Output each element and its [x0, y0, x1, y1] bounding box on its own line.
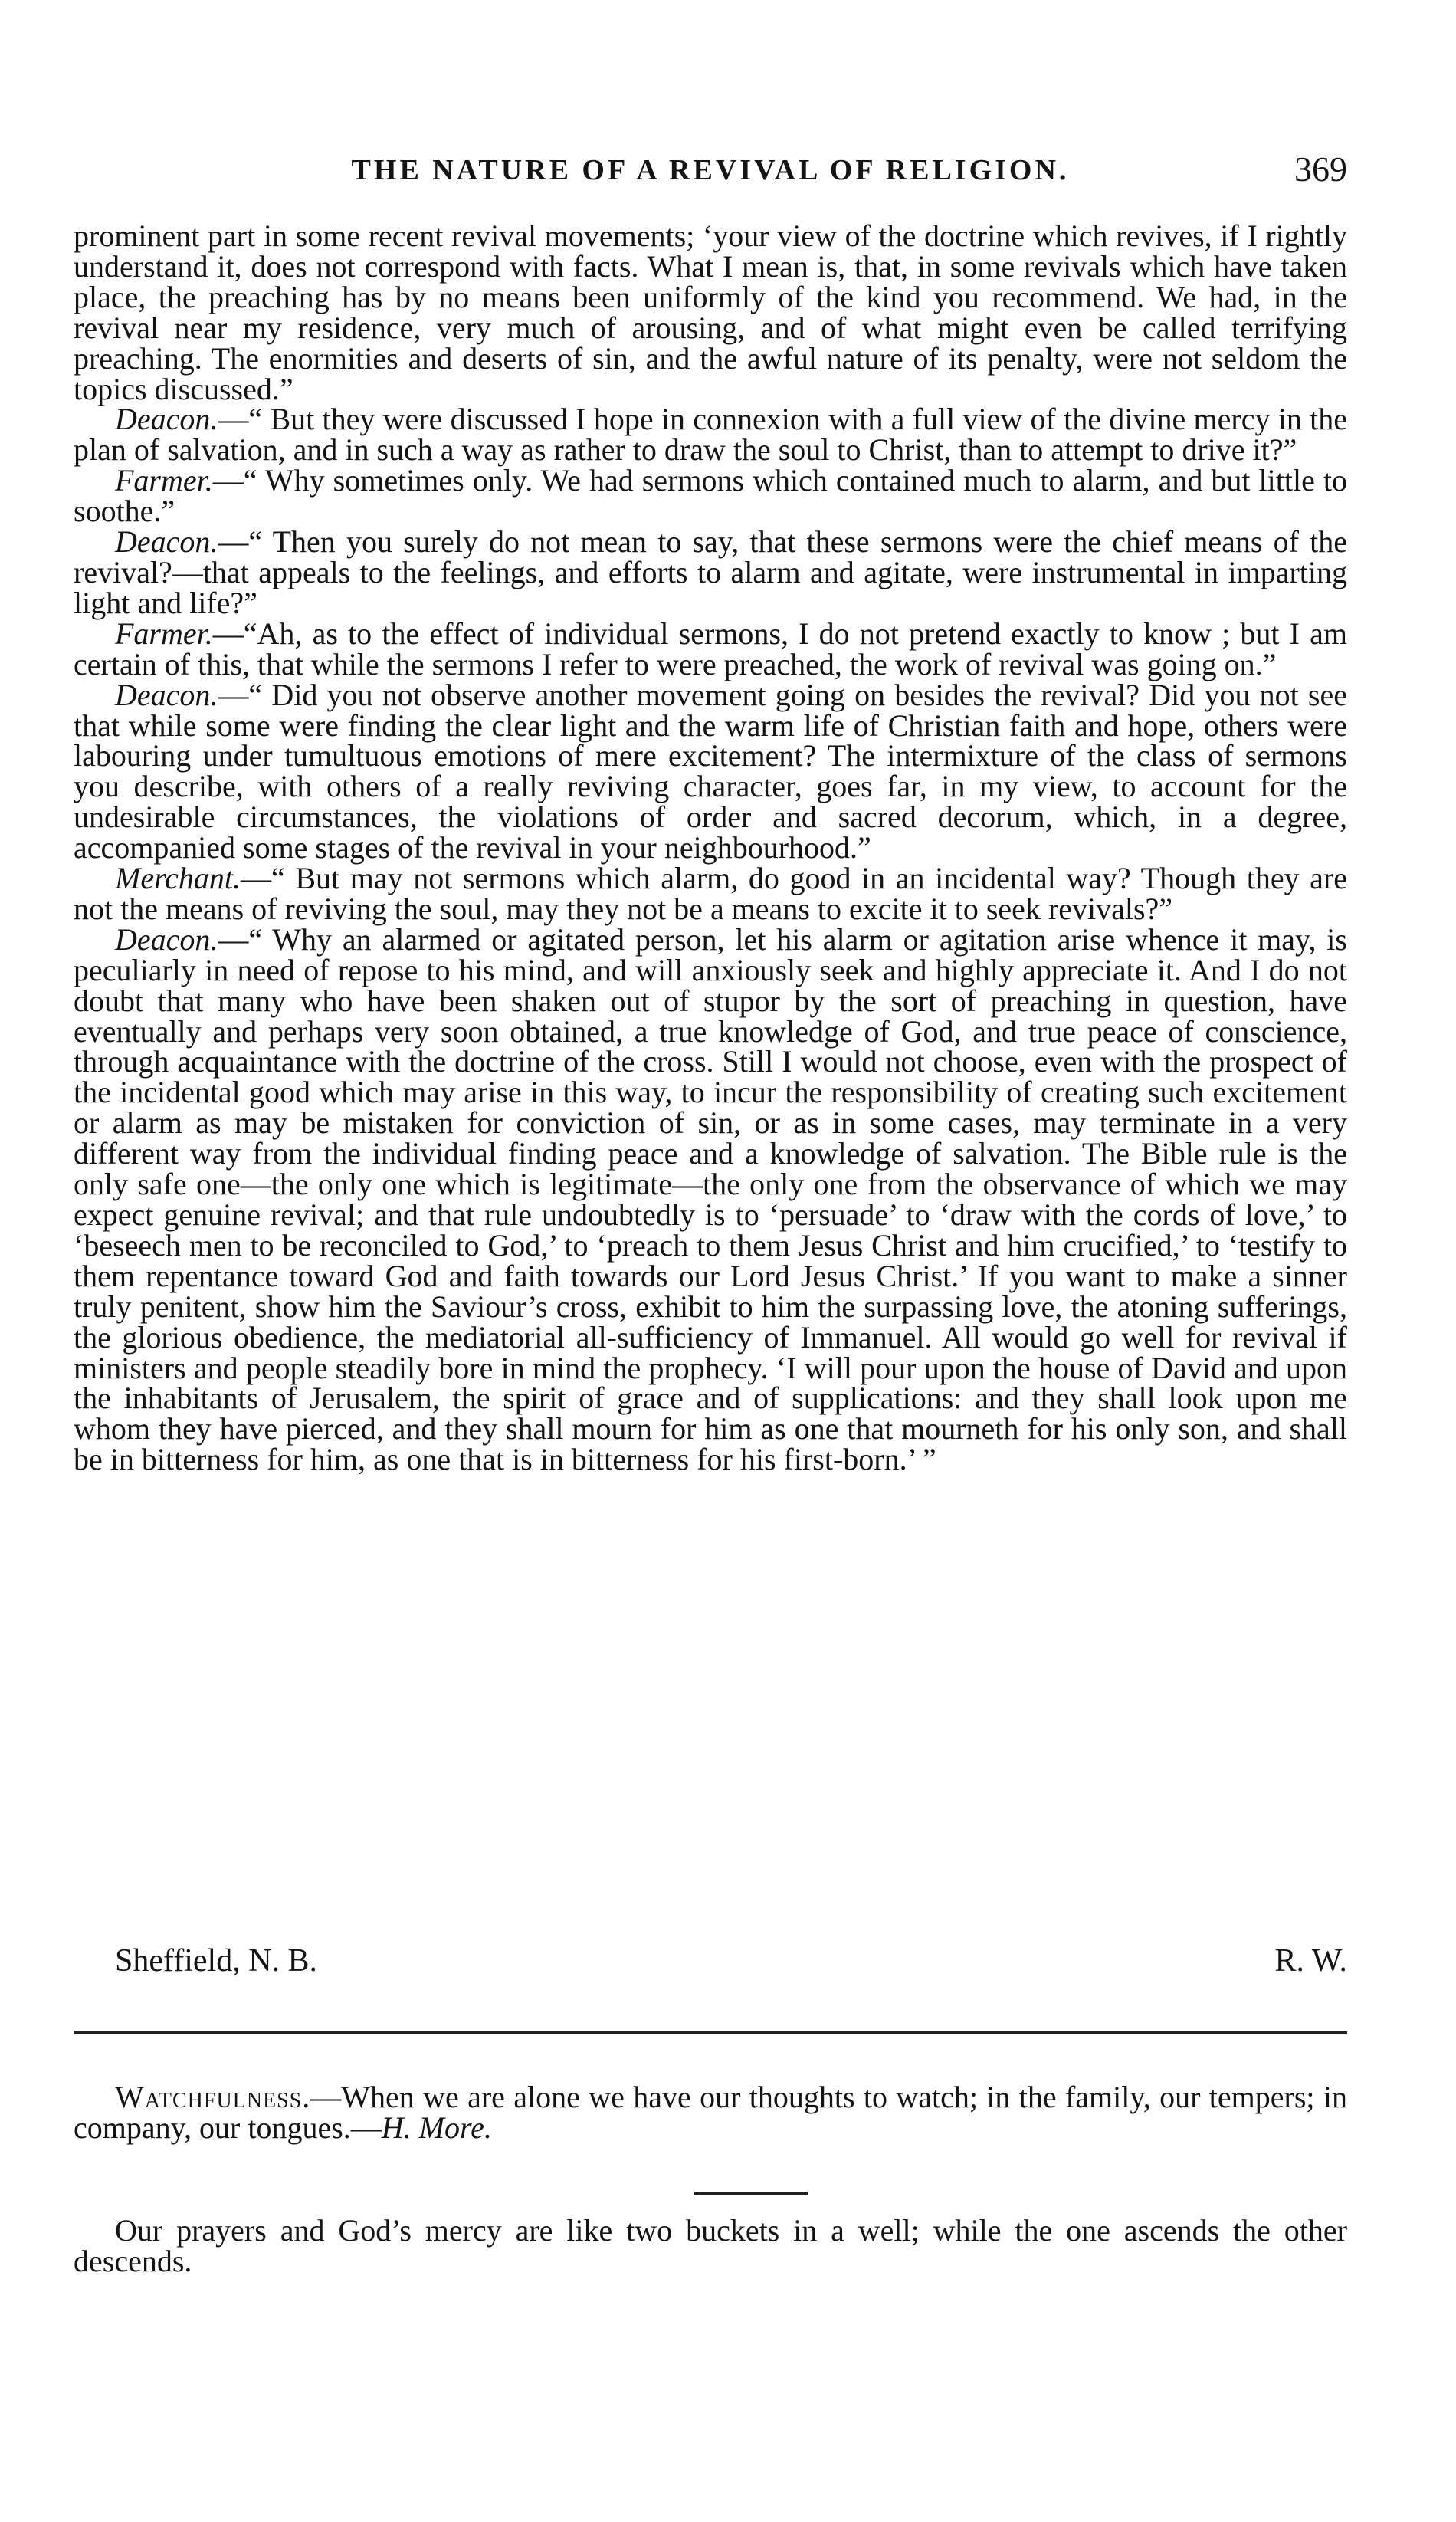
- filler-paragraph: [74, 2215, 1347, 2277]
- dialogue-paragraph: [74, 524, 1347, 620]
- signoff-place: Sheffield, N. B.: [115, 1943, 318, 1979]
- article-body: [74, 218, 1347, 1477]
- paragraph-text: —“Ah, as to the effect of individual sermons, I do not pretend exactly to know ; but I am certain of this, that while the sermons I refer to were preached, the work of revival was going on.”: [74, 616, 1347, 681]
- prayers-filler: [74, 2215, 1347, 2277]
- short-divider: [694, 2192, 808, 2195]
- speaker-label: Deacon.: [115, 524, 218, 560]
- speaker-label: Farmer.: [115, 463, 213, 498]
- dialogue-paragraph: [74, 402, 1347, 468]
- speaker-label: Farmer.: [115, 616, 213, 651]
- paragraph-text: —“ Then you surely do not mean to say, that these sermons were the chief means of the revival?—that appeals to the feelings, and efforts to alarm and agitate, were instrumental in imparting light and life?”: [74, 524, 1347, 620]
- running-title: THE NATURE OF A REVIVAL OF RELIGION.: [351, 154, 1070, 186]
- paragraph-text: —“ But may not sermons which alarm, do good in an incidental way? Though they are not the means of reviving the soul, may they not be a means to excite it to seek revivals?”: [74, 861, 1347, 926]
- dialogue-paragraph: [74, 921, 1347, 1477]
- paragraph-text: —“ Did you not observe another movement going on besides the revival? Did you not see that while some were finding the clear light and the warm life of Christian faith and hope, others were labouring under tumultuous emotions of mere excitement? The intermixture of the class of sermons you describe, with others of a really reviving character, goes far, in my view, to account for the undesirable circumstances, the violations of order and sacred decorum, which, in a degree, accompanied some stages of the revival in your neighbourhood.”: [74, 677, 1347, 865]
- filler-author: H. More.: [381, 2110, 492, 2145]
- dialogue-paragraph: [74, 863, 1347, 924]
- paragraph-text: —“ Why sometimes only. We had sermons which contained much to alarm, and but little to soothe.”: [74, 463, 1347, 529]
- running-head: [74, 149, 1347, 199]
- filler-text: —When we are alone we have our thoughts to watch; in the family, our tempers; in company, our tongues.—: [74, 2080, 1347, 2145]
- filler-heading: Watchfulness.: [115, 2080, 311, 2114]
- dialogue-paragraph: [74, 616, 1347, 681]
- dialogue-paragraph: [74, 465, 1347, 527]
- page-number: 369: [1294, 149, 1347, 189]
- signoff: [115, 1942, 1347, 1981]
- speaker-label: Deacon.: [115, 402, 218, 437]
- signoff-initials: R. W.: [1274, 1943, 1347, 1979]
- paragraph-text: —“ Why an alarmed or agitated person, let his alarm or agitation arise whence it may, is peculiarly in need of repose to his mind, and will anxiously seek and highly appreciate it. And I do not doubt that many who have been shaken out of stupor by the sort of preaching in question, have eventually and perhaps very soon obtained, a true knowledge of God, and true peace of conscience, through acquaintance with the doctrine of the cross. Still I would not choose, even with the prospect of the incidental good which may arise in this way, to incur the responsibility of creating such excitement or alarm as may be mistaken for conviction of sin, or as in some cases, may terminate in a very different way from the individual finding peace and a knowledge of salvation. The Bible rule is the only safe one—the only one which is legitimate—the only one from the observance of which we may expect genuine revival; and that rule undoubtedly is to ‘persuade’ to ‘draw with the cords of love,’ to ‘beseech men to be reconciled to God,’ to ‘preach to them Jesus Christ and him crucified,’ to ‘testify to them repentance toward God and faith towards our Lord Jesus Christ.’ If you want to make a sinner truly penitent, show him the Saviour’s cross, exhibit to him the surpassing love, the atoning sufferings, the glorious obedience, the mediatorial all-sufficiency of Immanuel. All would go well for revival if ministers and people steadily bore in mind the prophecy. ‘I will pour upon the house of David and upon the inhabitants of Jerusalem, the spirit of grace and of supplications: and they shall look upon me whom they have pierced, and they shall mourn for him as one that mourneth for his only son, and shall be in bitterness for him, as one that is in bitterness for his first-born.’ ”: [74, 921, 1347, 1477]
- dialogue-paragraph: [74, 677, 1347, 865]
- filler-text: Our prayers and God’s mercy are like two buckets in a well; while the one ascends the other descends.: [74, 2213, 1347, 2278]
- watchfulness-filler: [74, 2082, 1347, 2143]
- speaker-label: Merchant.: [115, 861, 241, 896]
- paragraph-text: prominent part in some recent revival movements; ‘your view of the doctrine which revives, if I rightly understand it, does not correspond with facts. What I mean is, that, in some revivals which have taken place, the preaching has by no means been uniformly of the kind you recommend. We had, in the revival near my residence, very much of arousing, and of what might even be called terrifying preaching. The enormities and deserts of sin, and the awful nature of its penalty, were not seldom the topics discussed.”: [74, 218, 1347, 406]
- paragraph-continuation: [74, 218, 1347, 406]
- speaker-label: Deacon.: [115, 677, 218, 712]
- section-divider: [74, 2031, 1347, 2034]
- speaker-label: Deacon.: [115, 921, 218, 957]
- paragraph-text: —“ But they were discussed I hope in connexion with a full view of the divine mercy in the plan of salvation, and in such a way as rather to draw the soul to Christ, than to attempt to drive it?”: [74, 402, 1347, 468]
- filler-paragraph: [74, 2082, 1347, 2143]
